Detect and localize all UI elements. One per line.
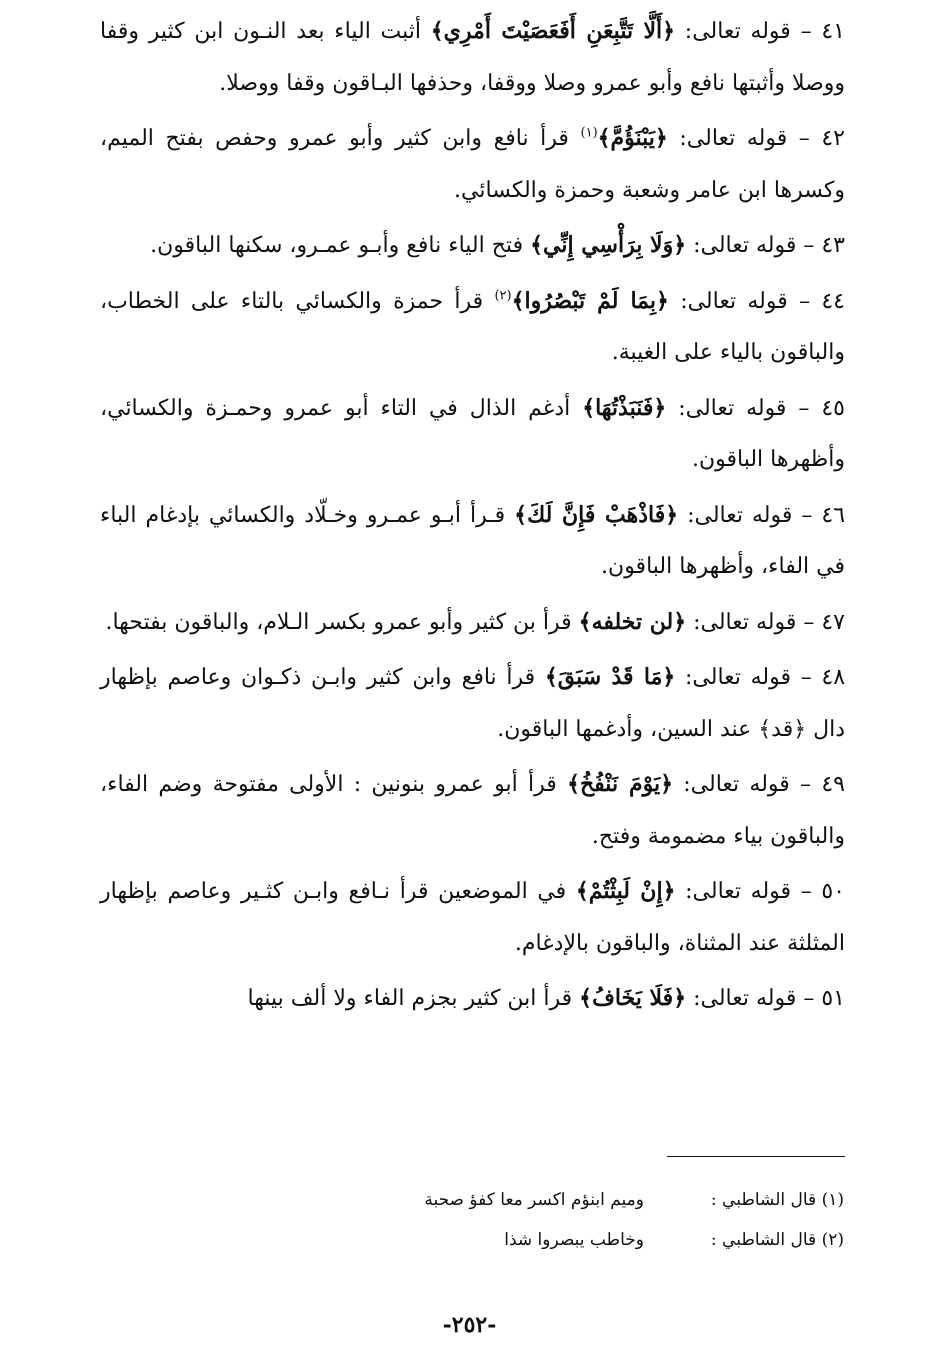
entry-number: ٤٢ –: [798, 126, 845, 151]
quran-quote: ﴿بِمَا لَمْ تَبْصُرُوا﴾: [511, 287, 669, 314]
footnote-marker: (١): [580, 125, 598, 141]
entry-43: [100, 220, 845, 272]
quran-quote: ﴿يَبْنَؤُمَّ﴾: [597, 125, 668, 151]
entry-46: [100, 490, 845, 593]
footnote-1: [324, 1180, 844, 1220]
entry-text: قرأ بن كثير وأبو عمرو بكسر الـلام، والباقون بفتحها.: [105, 609, 572, 635]
entry-text: قرأ أبو عمرو بنونين : الأولى مفتوحة وضم الفاء، والباقون بياء مضمومة وفتح.: [100, 772, 845, 849]
entry-intro: قوله تعالى:: [693, 609, 797, 635]
footnote-divider: [667, 1156, 845, 1157]
quran-quote: ﴿فَلَا يَخَافُ﴾: [579, 985, 687, 1011]
footnote-marker: (٢): [494, 288, 512, 304]
entry-intro: قوله تعالى:: [693, 233, 797, 258]
entry-text: قرأ حمزة والكسائي بالتاء على الخطاب، والباقون بالياء على الغيبة.: [100, 288, 845, 365]
page-number: -٢٥٢-: [442, 1312, 497, 1338]
entry-number: ٤٣ –: [803, 233, 845, 258]
entry-text: فتح الياء نافع وأبـو عمـرو، سكنها الباقون.: [150, 233, 524, 258]
quran-quote: ﴿وَلَا بِرَأْسِي إِنِّي﴾: [530, 232, 687, 258]
footnote-verse: وميم ابنؤم اكسر معا كفؤ صحبة: [424, 1190, 644, 1210]
entry-intro: قوله تعالى:: [685, 665, 791, 690]
entry-text: في الموضعين قرأ نـافع وابـن كثـير وعاصم بإظهار المثلثة عند المثناة، والباقون بالإدغام.: [100, 879, 845, 956]
entry-number: ٥٠ –: [800, 879, 845, 904]
footnote-label: (٢) قال الشاطبي :: [710, 1230, 844, 1250]
entry-text: قرأ نافع وابن كثير وأبو عمرو وحفص بفتح الميم، وكسرها ابن عامر وشعبة وحمزة والكسائي.: [100, 126, 845, 203]
quran-quote: ﴿فَاذْهَبْ فَإِنَّ لَكَ﴾: [514, 501, 679, 528]
entry-41: [100, 6, 845, 109]
entry-number: ٤٨ –: [800, 665, 846, 690]
entry-intro: قوله تعالى:: [683, 772, 790, 797]
entry-47: [100, 597, 845, 649]
footnote-label: (١) قال الشاطبي :: [710, 1190, 844, 1210]
entry-49: [100, 759, 845, 862]
main-text: [100, 6, 845, 1029]
entry-text: أثبت الياء بعد النـون ابن كثير وقفا ووصلا وأثبتها نافع وأبو عمرو وصلا ووقفا، وحذفها البـاقون وقفا ووصلا.: [100, 19, 845, 96]
entry-text: قـرأ أبـو عمـرو وخـلّاد والكسائي بإدغام الباء في الفاء، وأظهرها الباقون.: [100, 502, 845, 579]
entry-number: ٤٧ –: [803, 609, 845, 635]
entry-44: [100, 276, 845, 379]
entry-intro: قوله تعالى:: [693, 986, 797, 1011]
footnote-verse: وخاطب يبصروا شذا: [504, 1230, 644, 1250]
quran-quote: ﴿فَنَبَذْتُهَا﴾: [582, 394, 667, 421]
entry-51: [100, 973, 845, 1025]
quran-quote: ﴿يَوْمَ نَنْفُخُ﴾: [567, 771, 673, 797]
entry-intro: قوله تعالى:: [685, 879, 792, 904]
footnotes: [324, 1180, 844, 1260]
entry-intro: قوله تعالى:: [684, 19, 791, 44]
entry-number: ٤١ –: [800, 19, 845, 44]
entry-number: ٤٤ –: [799, 288, 845, 314]
entry-number: ٤٦ –: [801, 502, 846, 528]
entry-50: [100, 866, 845, 969]
quran-quote: ﴿لن تخلفه﴾: [578, 608, 687, 635]
quran-quote: ﴿أَلَّا تَتَّبِعَنِ أَفَعَصَيْتَ أَمْرِي﴾: [430, 18, 676, 44]
entry-text: قرأ نافع وابن كثير وابـن ذكـوان وعاصم بإظهار دال ﴿قد﴾ عند السين، وأدغمها الباقون.: [100, 665, 845, 742]
entry-48: [100, 652, 845, 755]
entry-text: قرأ ابن كثير بجزم الفاء ولا ألف بينها: [247, 986, 573, 1011]
quran-quote: ﴿مَا قَدْ سَبَقَ﴾: [544, 664, 676, 690]
entry-45: [100, 383, 845, 486]
entry-number: ٤٩ –: [800, 772, 845, 797]
entry-42: [100, 113, 845, 216]
entry-intro: قوله تعالى:: [687, 502, 793, 528]
entry-intro: قوله تعالى:: [679, 126, 788, 151]
quran-quote: ﴿إِنْ لَبِثْتُمْ﴾: [575, 878, 676, 904]
entry-text: أدغم الذال في التاء أبو عمرو وحمـزة والكسائي، وأظهرها الباقون.: [100, 395, 845, 472]
footnote-2: [324, 1220, 844, 1260]
entry-number: ٥١ –: [803, 986, 845, 1011]
entry-intro: قوله تعالى:: [678, 395, 787, 421]
entry-intro: قوله تعالى:: [680, 288, 788, 314]
entry-number: ٤٥ –: [798, 395, 845, 421]
